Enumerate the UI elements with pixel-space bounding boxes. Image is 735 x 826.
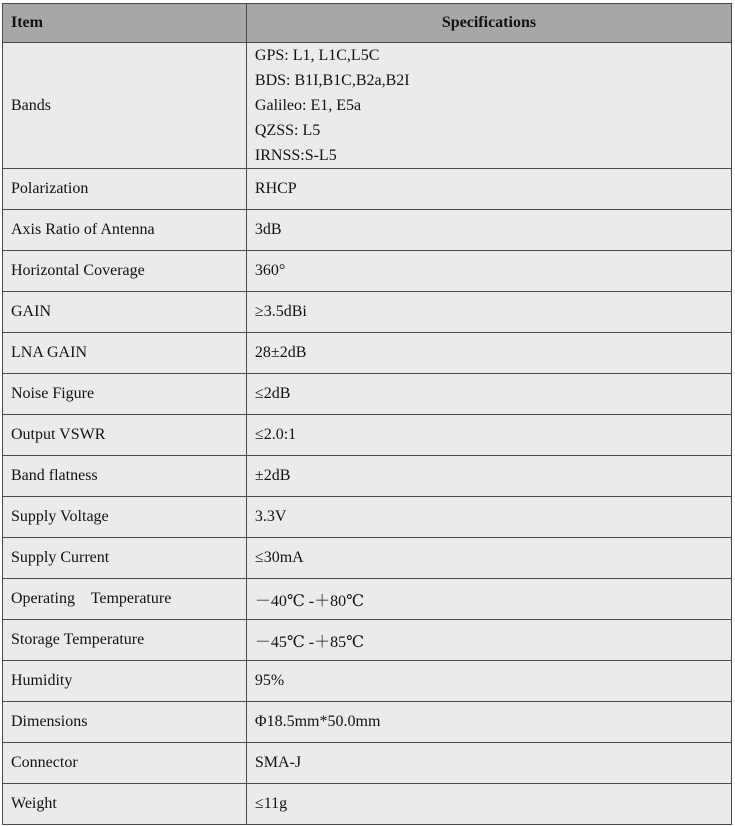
band-line: QZSS: L5 — [254, 122, 321, 139]
table-row — [3, 415, 732, 456]
specifications-table — [2, 3, 732, 825]
row-spec-cell: ≤2dB — [246, 374, 731, 415]
row-item-cell: GAIN — [3, 292, 247, 333]
table-row — [3, 333, 732, 374]
row-item-cell: Axis Ratio of Antenna — [3, 210, 247, 251]
row-spec-cell: ≥3.5dBi — [246, 292, 731, 333]
row-spec-cell: 28±2dB — [246, 333, 731, 374]
header-row — [3, 4, 732, 43]
table-row — [3, 620, 732, 661]
row-item-cell: Weight — [3, 784, 247, 825]
table-row — [3, 456, 732, 497]
table-row — [3, 784, 732, 825]
row-spec-cell: ±2dB — [246, 456, 731, 497]
row-item-cell: Supply Current — [3, 538, 247, 579]
row-item-cell: Connector — [3, 743, 247, 784]
row-spec-cell: SMA-J — [246, 743, 731, 784]
table-row — [3, 169, 732, 210]
row-spec-cell: RHCP — [246, 169, 731, 210]
header-item: Item — [3, 4, 247, 43]
row-spec-cell: Φ18.5mm*50.0mm — [246, 702, 731, 743]
table-row — [3, 210, 732, 251]
row-item-cell: Bands — [3, 43, 247, 169]
table-row — [3, 497, 732, 538]
row-item-cell: Humidity — [3, 661, 247, 702]
row-item-cell: Supply Voltage — [3, 497, 247, 538]
row-spec-cell: ≤30mA — [246, 538, 731, 579]
row-spec-cell: 360° — [246, 251, 731, 292]
row-spec-cell: 95% — [246, 661, 731, 702]
table-row — [3, 661, 732, 702]
row-item-cell: Noise Figure — [3, 374, 247, 415]
table-row — [3, 374, 732, 415]
table-row — [3, 702, 732, 743]
row-spec-cell — [246, 43, 731, 169]
row-item-cell: Operating Temperature — [3, 579, 247, 620]
row-item-cell: Horizontal Coverage — [3, 251, 247, 292]
row-item-cell: Dimensions — [3, 702, 247, 743]
band-line: Galileo: E1, E5a — [254, 97, 362, 114]
table-row — [3, 292, 732, 333]
row-spec-cell: 3dB — [246, 210, 731, 251]
band-line: IRNSS:S-L5 — [254, 147, 337, 164]
header-specifications: Specifications — [246, 4, 731, 43]
table-row — [3, 538, 732, 579]
table-row — [3, 251, 732, 292]
row-spec-cell: ≤11g — [246, 784, 731, 825]
row-spec-cell: －45℃ -＋85℃ — [246, 620, 731, 661]
row-item-cell: LNA GAIN — [3, 333, 247, 374]
row-spec-cell: ≤2.0:1 — [246, 415, 731, 456]
row-item-cell: Output VSWR — [3, 415, 247, 456]
row-spec-cell: 3.3V — [246, 497, 731, 538]
table-body — [3, 43, 732, 825]
table-row — [3, 743, 732, 784]
table-row — [3, 579, 732, 620]
band-line: BDS: B1I,B1C,B2a,B2I — [254, 72, 410, 89]
row-item-cell: Band flatness — [3, 456, 247, 497]
row-item-cell: Polarization — [3, 169, 247, 210]
band-line: GPS: L1, L1C,L5C — [254, 47, 380, 64]
row-item-cell: Storage Temperature — [3, 620, 247, 661]
table-header — [3, 4, 732, 43]
row-spec-cell: －40℃ -＋80℃ — [246, 579, 731, 620]
table-row-bands — [3, 43, 732, 169]
